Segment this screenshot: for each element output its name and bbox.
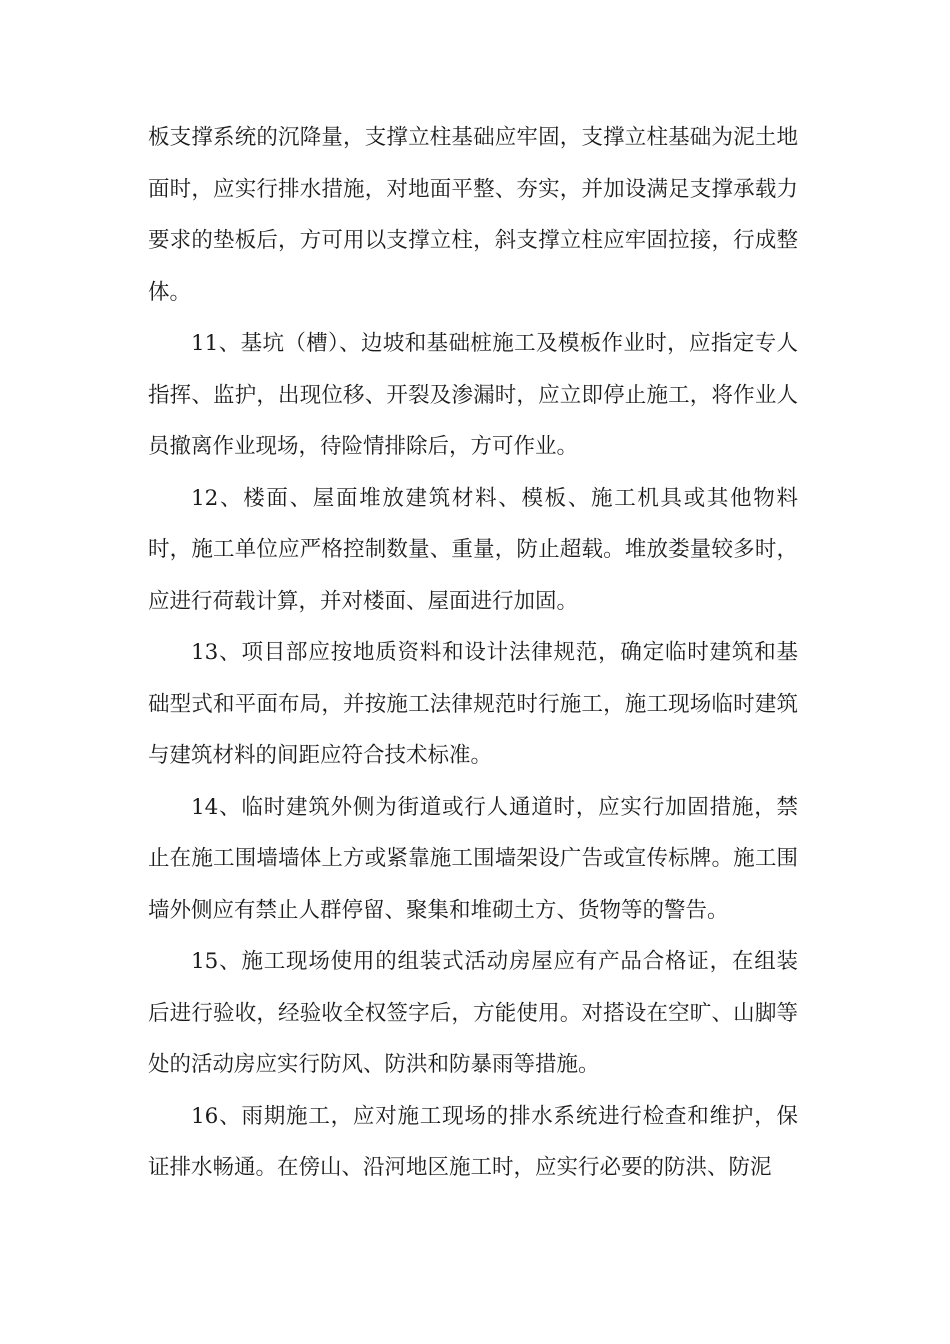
paragraph-continuation: 板支撑系统的沉降量，支撑立柱基础应牢固，支撑立柱基础为泥土地面时，应实行排水措施，对地面平整、夯实，并加设满足支撑承载力要求的垫板后，方可用以支撑立柱，斜支撑立柱应牢固拉接，行成整体。 [148, 125, 798, 305]
paragraph-item-12: 12、楼面、屋面堆放建筑材料、模板、施工机具或其他物料时，施工单位应严格控制数量、重量，防止超载。堆放娄量较多时，应进行荷载计算，并对楼面、屋面进行加固。 [148, 485, 798, 614]
paragraph-item-14: 14、临时建筑外侧为街道或行人通道时，应实行加固措施，禁止在施工围墙墙体上方或紧靠施工围墙架设广告或宣传标牌。施工围墙外侧应有禁止人群停留、聚集和堆砌土方、货物等的警告。 [148, 794, 798, 923]
paragraph-item-16: 16、雨期施工，应对施工现场的排水系统进行检查和维护，保证排水畅通。在傍山、沿河地区施工时，应实行必要的防洪、防泥 [148, 1103, 798, 1180]
paragraph-item-11: 11、基坑（槽）、边坡和基础桩施工及模板作业时，应指定专人指挥、监护，出现位移、开裂及渗漏时，应立即停止施工，将作业人员撤离作业现场，待险情排除后，方可作业。 [148, 331, 798, 459]
paragraph-item-13: 13、项目部应按地质资料和设计法律规范，确定临时建筑和基础型式和平面布局，并按施工法律规范时行施工，施工现场临时建筑与建筑材料的间距应符合技术标准。 [148, 640, 798, 768]
document-body [148, 112, 798, 1194]
paragraph-item-15: 15、施工现场使用的组装式活动房屋应有产品合格证，在组装后进行验收，经验收全权签字后，方能使用。对搭设在空旷、山脚等处的活动房应实行防风、防洪和防暴雨等措施。 [148, 949, 798, 1077]
